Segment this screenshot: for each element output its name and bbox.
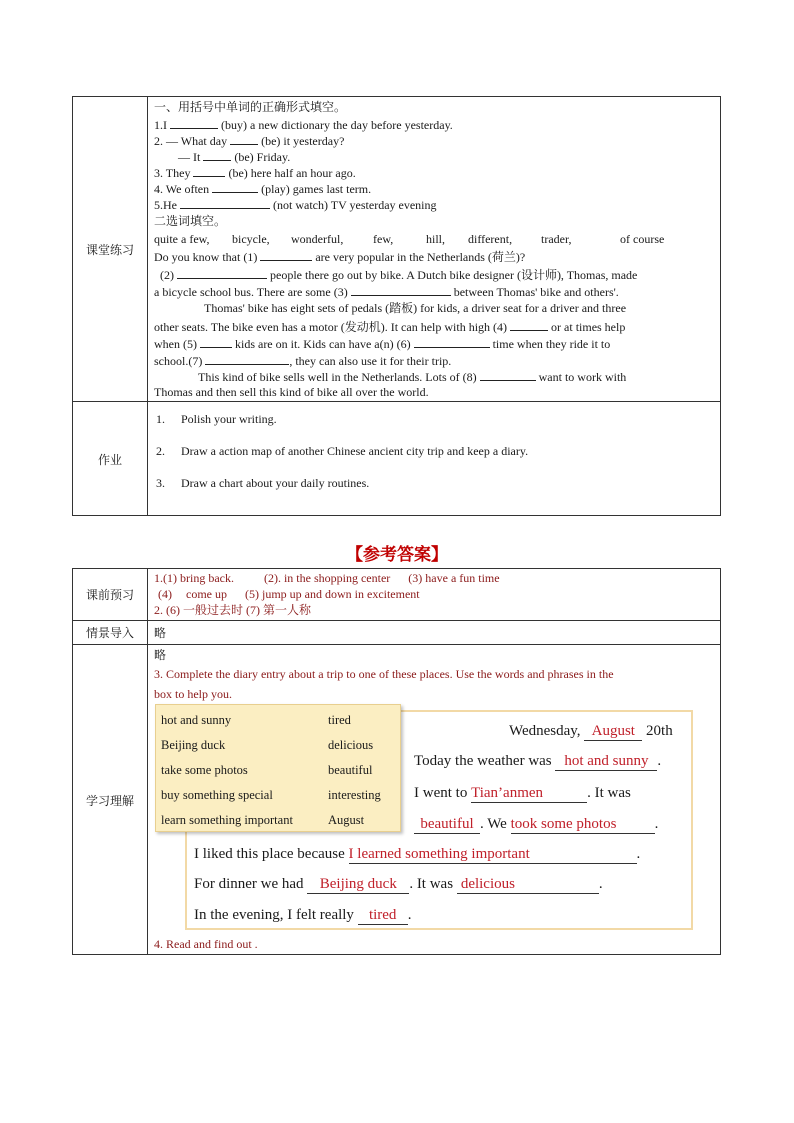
diary-line-5: For dinner we had Beijing duck . It was delicious . [194, 876, 603, 892]
passage-line-1: Do you know that (1) are very popular in the Netherlands (荷兰)? [154, 250, 526, 264]
answer-date: August [584, 723, 642, 741]
word-box-right-2: beautiful [328, 763, 373, 777]
answer-activity: took some photos [511, 816, 655, 834]
exercise-table [72, 96, 721, 516]
homework-label: 作业 [73, 402, 148, 516]
word-box [155, 704, 401, 832]
homework-item-3: 3. Draw a chart about your daily routines. [156, 476, 370, 490]
word-box-left-2: take some photos [161, 763, 248, 777]
answer-weather: hot and sunny [555, 753, 657, 771]
passage-line-4: Thomas' bike has eight sets of pedals (踏板) for kids, a driver seat for a driver and three [204, 301, 627, 315]
heading-fill-blanks: 一、用括号中单词的正确形式填空。 [154, 100, 347, 114]
homework-item-2: 2. Draw a action map of another Chinese ancient city trip and keep a diary. [156, 444, 529, 458]
word-box-right-4: August [328, 813, 365, 827]
question-2-answer: — It (be) Friday. [178, 150, 291, 164]
preview-content [148, 569, 720, 620]
instruction-line-1: 3. Complete the diary entry about a trip to one of these places. Use the words and phrases in the [154, 667, 614, 681]
word-box-left-0: hot and sunny [161, 713, 232, 727]
homework-item-1: 1. Polish your writing. [156, 412, 277, 426]
question-2: 2. — What day (be) it yesterday? [154, 134, 345, 148]
instruction-line-4: 4. Read and find out . [154, 937, 258, 951]
word-bank-6: trader, [541, 232, 572, 246]
passage-line-5: other seats. The bike even has a motor (发动机). It can help with high (4) or at times help [154, 320, 626, 334]
answer-reason: I learned something important [349, 846, 637, 864]
word-box-right-3: interesting [328, 788, 381, 802]
answer-taste: delicious [457, 876, 599, 894]
passage-line-3: a bicycle school bus. There are some (3) between Thomas' bike and others'. [154, 285, 619, 299]
word-box-left-4: learn something important [161, 813, 293, 827]
learning-label: 学习理解 [73, 645, 148, 955]
question-3: 3. They (be) here half an hour ago. [154, 166, 356, 180]
answer-place: Tian’anmen [471, 785, 587, 803]
intro-content [148, 621, 720, 644]
practice-row [73, 97, 720, 401]
answer-adjective: beautiful [414, 816, 480, 834]
practice-content [148, 97, 720, 401]
word-box-left-1: Beijing duck [161, 738, 226, 752]
word-bank-0: quite a few, [154, 232, 210, 246]
diary-line-6: In the evening, I felt really tired . [194, 907, 412, 923]
diary-line-3: beautiful . We took some photos . [414, 816, 658, 834]
passage-line-7: school.(7) , they can also use it for their trip. [154, 354, 452, 368]
intro-label: 情景导入 [73, 621, 148, 644]
preview-row [73, 569, 720, 620]
intro-text: 略 [154, 626, 167, 640]
word-bank-7: of course [620, 232, 665, 246]
answer-key-title: 【参考答案】 [346, 545, 448, 565]
question-1: 1.I (buy) a new dictionary the day before yesterday. [154, 118, 453, 132]
word-bank-5: different, [468, 232, 513, 246]
passage-line-8: This kind of bike sells well in the Netherlands. Lots of (8) want to work with [198, 370, 627, 384]
question-4: 4. We often (play) games last term. [154, 182, 372, 196]
word-bank-2: wonderful, [291, 232, 344, 246]
passage-line-2: (2) people there go out by bike. A Dutch bike designer (设计师), Thomas, made [160, 268, 638, 282]
passage-line-9: Thomas and then sell this kind of bike all over the world. [154, 385, 429, 399]
intro-row [73, 620, 720, 644]
practice-label: 课堂练习 [73, 97, 148, 401]
word-bank-1: bicycle, [232, 232, 270, 246]
preview-label: 课前预习 [73, 569, 148, 620]
word-bank-4: hill, [426, 232, 446, 246]
instruction-line-2: box to help you. [154, 687, 232, 701]
answer-dinner: Beijing duck [307, 876, 409, 894]
diary-line-2: I went to Tian’anmen . It was [414, 785, 631, 801]
word-box-left-3: buy something special [161, 788, 273, 802]
diary-date: Wednesday, August 20th [509, 723, 673, 739]
homework-row [73, 401, 720, 516]
heading-word-choice: 二选词填空。 [154, 214, 227, 228]
learning-text: 略 [154, 648, 167, 662]
question-5: 5.He (not watch) TV yesterday evening [154, 198, 437, 212]
word-box-right-0: tired [328, 713, 351, 727]
word-box-right-1: delicious [328, 738, 374, 752]
preview-line-2: (4) come up (5) jump up and down in excitement [158, 587, 420, 601]
passage-line-6: when (5) kids are on it. Kids can have a(n) (6) time when they ride it to [154, 337, 611, 351]
word-bank-3: few, [373, 232, 394, 246]
answer-feeling: tired [358, 907, 408, 925]
diary-line-4: I liked this place because I learned something important . [194, 846, 641, 862]
preview-line-3: 2. (6) 一般过去时 (7) 第一人称 [154, 603, 311, 617]
homework-content [148, 402, 720, 516]
diary-line-1: Today the weather was hot and sunny . [414, 753, 662, 769]
preview-line-1: 1.(1) bring back. (2). in the shopping center (3) have a fun time [154, 571, 500, 585]
